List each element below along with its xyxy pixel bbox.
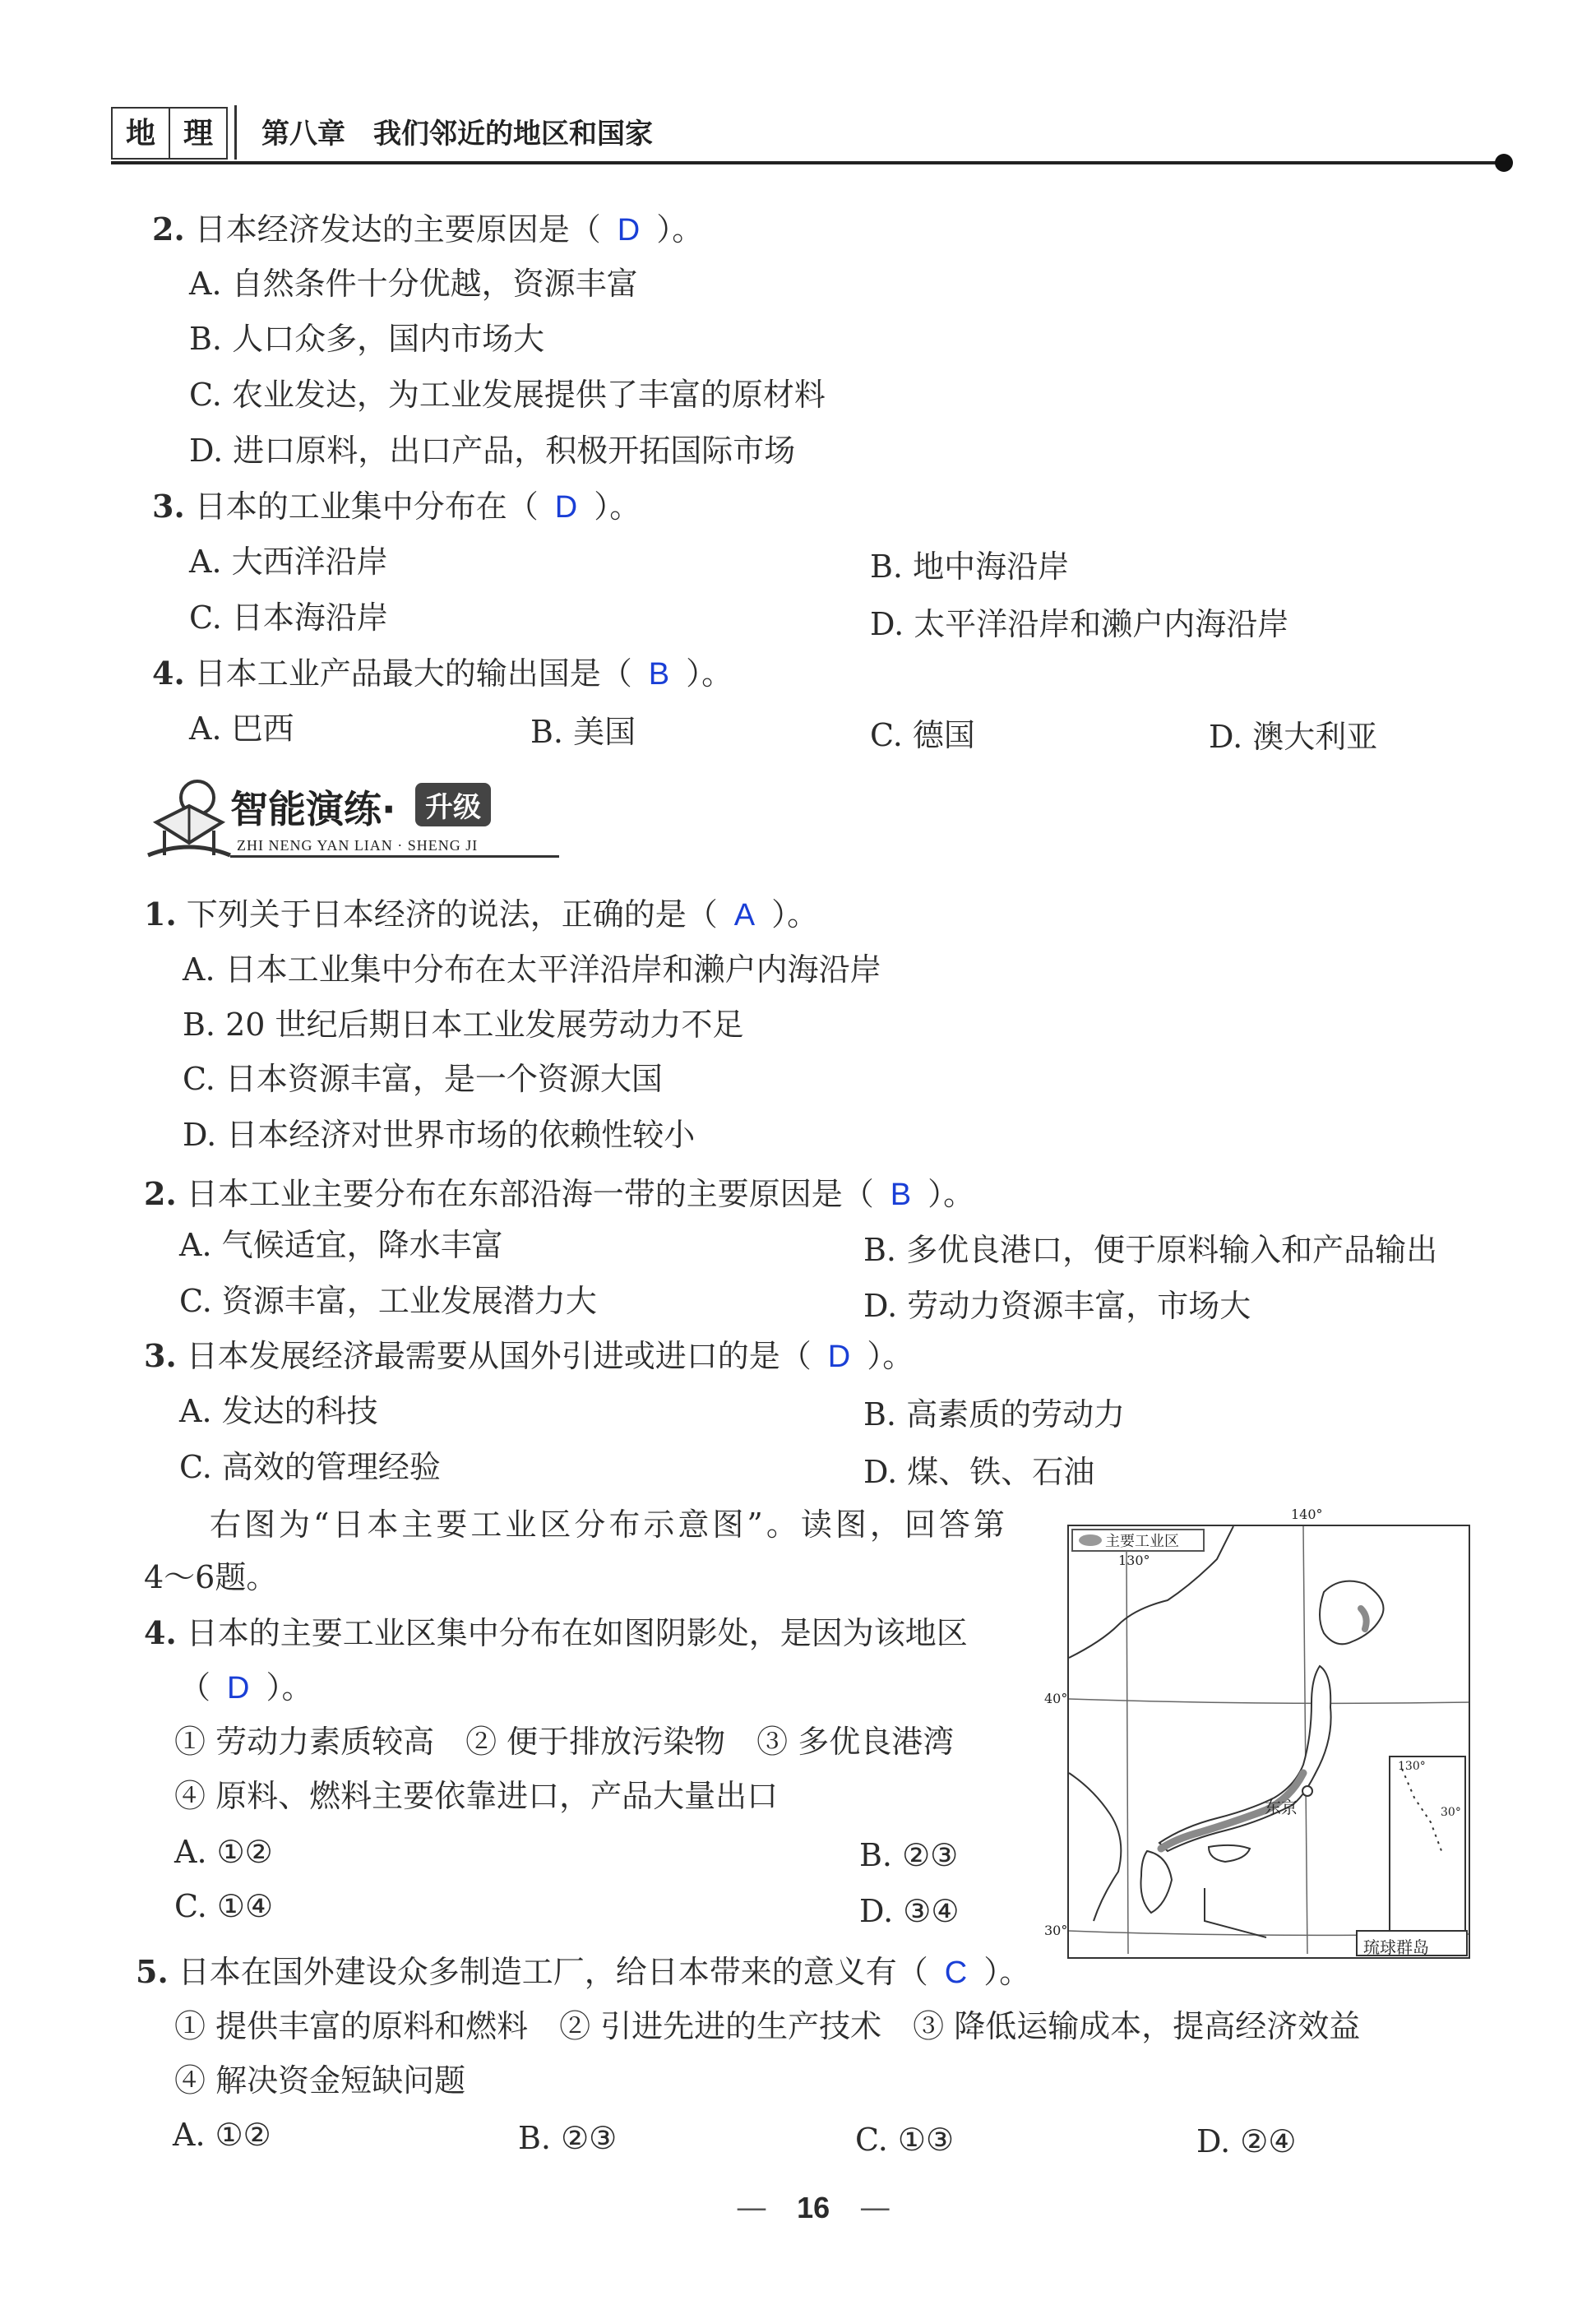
option-b: B. 地中海沿岸 (870, 548, 1070, 585)
option-b: B. 人口众多，国内市场大 (189, 321, 545, 357)
option-d: D. 进口原料，出口产品，积极开拓国际市场 (189, 433, 796, 469)
map-lat-30: 30° (1044, 1923, 1068, 1938)
option-d: D. 澳大利亚 (1209, 719, 1378, 755)
intro-line-2: 4～6题。 (144, 1559, 278, 1595)
map-lon-130: 130° (1118, 1553, 1150, 1568)
answer: D (227, 1671, 250, 1706)
option-a: A. 发达的科技 (179, 1393, 378, 1429)
question-4-answer-line: （ D ）。 (179, 1669, 313, 1706)
map-lon-140: 140° (1291, 1507, 1323, 1522)
option-a: A. 巴西 (189, 710, 294, 747)
option-d: D. 日本经济对世界市场的依赖性较小 (183, 1117, 696, 1153)
option-c: C. 高效的管理经验 (179, 1449, 441, 1485)
footer-dash-right: — (859, 2189, 891, 2225)
map-city-tokyo: 东京 (1265, 1798, 1298, 1817)
question-2: 2. 日本经济发达的主要原因是（ D ）。 (152, 211, 704, 248)
option-c: C. 农业发达，为工业发展提供了丰富的原材料 (189, 377, 826, 413)
question-3: 3. 日本的工业集中分布在（ D ）。 (152, 488, 641, 525)
option-d: D. 太平洋沿岸和濑户内海沿岸 (870, 606, 1289, 642)
answer: D (827, 1340, 851, 1374)
option-a: A. ①② (174, 1834, 273, 1870)
map-inset-lon: 130° (1398, 1760, 1426, 1773)
subject-box-1: 地 (111, 107, 170, 160)
option-b: B. 高素质的劳动力 (863, 1396, 1126, 1433)
question-4: 4. 日本工业产品最大的输出国是（ B ）。 (152, 655, 733, 692)
section-tag: 升级 (415, 783, 491, 826)
q5-items-line-2: ④ 解决资金短缺问题 (174, 2062, 466, 2099)
map-inset-lat: 30° (1441, 1806, 1461, 1819)
section-title: 智能演练· (230, 787, 396, 831)
option-c: C. 日本资源丰富，是一个资源大国 (183, 1061, 663, 1097)
map-lat-40: 40° (1044, 1691, 1068, 1706)
map-legend-label: 主要工业区 (1105, 1533, 1179, 1550)
option-d: D. ②④ (1196, 2123, 1297, 2159)
intro-line-1: 右图为“日本主要工业区分布示意图”。读图，回答第 (210, 1507, 1008, 1543)
answer: C (944, 1956, 968, 1990)
option-c: C. ①③ (855, 2122, 955, 2158)
question-5: 5. 日本在国外建设众多制造工厂，给日本带来的意义有（ C ）。 (136, 1953, 1031, 1990)
question-3: 3. 日本发展经济最需要从国外引进或进口的是（ D ）。 (144, 1337, 914, 1374)
chapter-title: 第八章 我们邻近的地区和国家 (261, 118, 653, 150)
section-header (140, 773, 600, 863)
option-a: A. 气候适宜，降水丰富 (179, 1227, 503, 1263)
header-divider (234, 105, 237, 160)
map-drawing (1069, 1526, 1469, 1957)
answer: B (890, 1178, 912, 1212)
q4-items-line-2: ④ 原料、燃料主要依靠进口，产品大量出口 (174, 1778, 779, 1814)
footer-dash-left: — (736, 2189, 767, 2225)
reading-book-icon (140, 773, 238, 863)
question-1: 1. 下列关于日本经济的说法，正确的是（ A ）。 (144, 896, 819, 933)
option-b: B. ②③ (518, 2120, 618, 2156)
option-c: C. 德国 (870, 717, 975, 753)
option-b: B. 多优良港口，便于原料输入和产品输出 (863, 1232, 1438, 1268)
option-a: A. 大西洋沿岸 (189, 544, 388, 580)
option-b: B. ②③ (859, 1837, 959, 1873)
answer: D (554, 490, 578, 525)
question-2: 2. 日本工业主要分布在东部沿海一带的主要原因是（ B ）。 (144, 1175, 975, 1212)
option-d: D. 劳动力资源丰富，市场大 (863, 1288, 1251, 1324)
subject-box-2: 理 (169, 107, 228, 160)
section-underline (230, 855, 559, 858)
option-a: A. 日本工业集中分布在太平洋沿岸和濑户内海沿岸 (183, 951, 881, 988)
answer: D (617, 213, 641, 248)
option-a: A. 自然条件十分优越，资源丰富 (189, 266, 638, 302)
header-rule (111, 161, 1501, 164)
option-b: B. 美国 (530, 714, 636, 750)
page-number: 16 (797, 2191, 830, 2224)
section-subtitle: ZHI NENG YAN LIAN · SHENG JI (237, 837, 479, 854)
page-footer (736, 2187, 891, 2228)
q5-items-line-1: ① 提供丰富的原料和燃料 ② 引进先进的生产技术 ③ 降低运输成本，提高经济效益 (174, 2008, 1361, 2044)
option-c: C. ①④ (174, 1888, 274, 1924)
map-inset-label: 琉球群岛 (1363, 1937, 1429, 1957)
question-4: 4. 日本的主要工业区集中分布在如图阴影处，是因为该地区 (144, 1614, 968, 1651)
option-c: C. 资源丰富，工业发展潜力大 (179, 1283, 597, 1319)
q4-items-line-1: ① 劳动力素质较高 ② 便于排放污染物 ③ 多优良港湾 (174, 1724, 955, 1760)
japan-industry-map (1044, 1507, 1470, 1959)
option-a: A. ①② (173, 2117, 271, 2153)
option-d: D. ③④ (859, 1893, 960, 1929)
answer: B (648, 657, 670, 692)
option-d: D. 煤、铁、石油 (863, 1454, 1095, 1490)
option-b: B. 20 世纪后期日本工业发展劳动力不足 (183, 1007, 744, 1043)
answer: A (733, 898, 756, 933)
header-rule-dot (1495, 154, 1513, 172)
option-c: C. 日本海沿岸 (189, 599, 388, 636)
